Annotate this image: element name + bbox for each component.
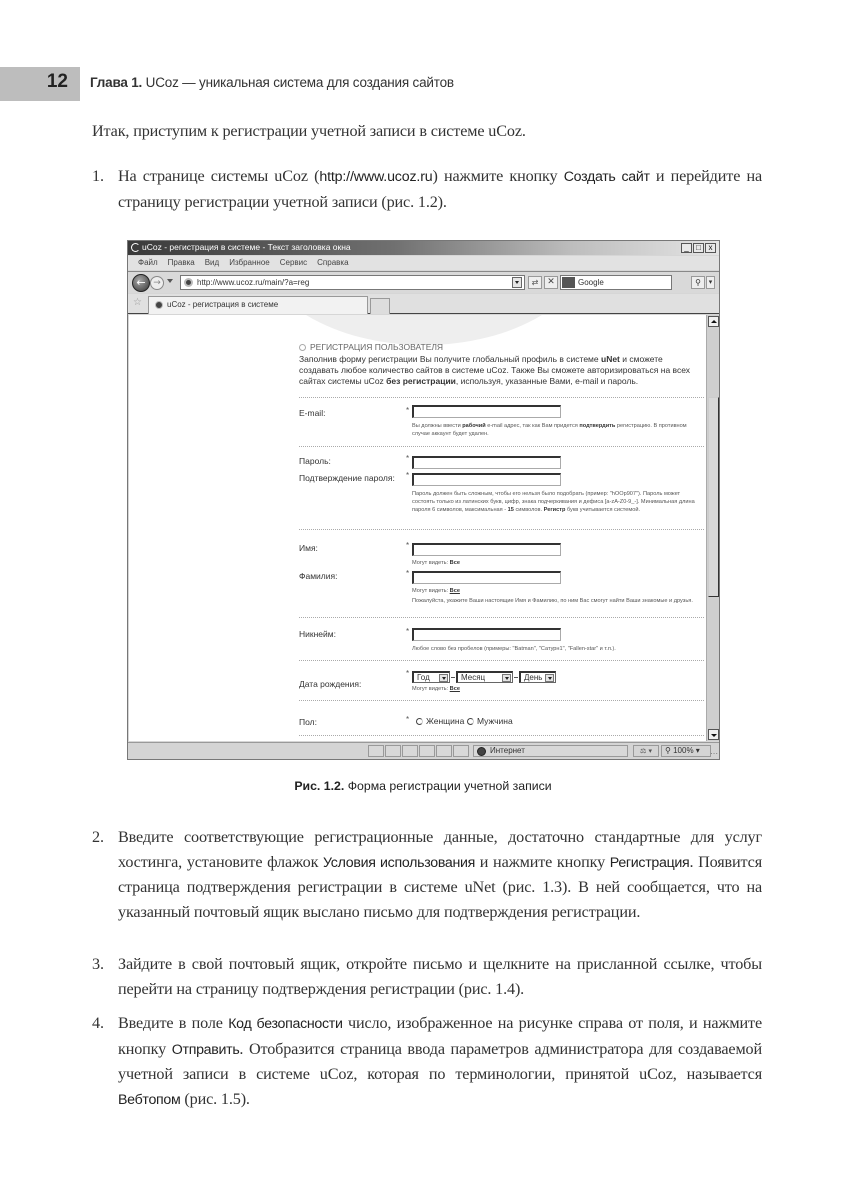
menu-tools[interactable]: Сервис xyxy=(279,258,308,267)
site-favicon-icon xyxy=(155,301,163,309)
status-cell xyxy=(402,745,418,757)
visibility-value[interactable]: Все xyxy=(449,560,460,566)
step-number: 4. xyxy=(92,1014,104,1032)
refresh-icon[interactable]: ⇄ xyxy=(528,276,542,289)
back-arrow-icon[interactable]: ← xyxy=(132,274,150,292)
security-zone[interactable] xyxy=(473,745,628,757)
ui-term-register: Регистрация xyxy=(609,854,690,871)
help-text: Пароль должен быть сложным, чтобы его нельзя было подобрать (пример: "hOOp907"). Пароль может состоять только из латинских букв, цифр, знака подчеркивания и дефиса [a-zA-Z0-9_-]. Минимальная длина пароля 6 символов, максимальная - xyxy=(412,491,695,513)
divider xyxy=(299,397,704,398)
required-mark: * xyxy=(406,454,410,463)
step-3 xyxy=(92,952,762,1001)
chapter-label: Глава 1. xyxy=(90,75,143,90)
step-number: 2. xyxy=(92,828,104,846)
radio-label: Мужчина xyxy=(477,716,513,726)
title-bar xyxy=(128,241,719,255)
divider xyxy=(299,446,704,447)
ie-logo-icon xyxy=(131,243,140,252)
chevron-down-icon xyxy=(502,674,511,682)
status-cell xyxy=(453,745,469,757)
bullet-icon xyxy=(299,344,306,351)
ui-term-webtop: Вебтопом xyxy=(118,1091,181,1108)
help-text: Вы должны ввести xyxy=(412,423,463,429)
step-text: и нажмите кнопку xyxy=(475,852,610,871)
divider xyxy=(299,660,704,661)
password-field[interactable] xyxy=(412,456,561,469)
radio-icon xyxy=(416,718,423,725)
ui-term-security-code: Код безопасности xyxy=(228,1016,343,1032)
status-cell xyxy=(368,745,384,757)
status-cell xyxy=(385,745,401,757)
select-value: Месяц xyxy=(461,673,486,682)
required-mark: * xyxy=(406,406,410,415)
intro-bold: uNet xyxy=(601,354,620,364)
caption-label: Рис. 1.2. xyxy=(294,779,345,793)
zone-label: Интернет xyxy=(490,746,525,755)
tab-bar xyxy=(128,294,719,314)
forward-arrow-icon[interactable]: → xyxy=(150,276,164,290)
birth-year-select[interactable] xyxy=(412,671,450,683)
radio-label: Женщина xyxy=(426,716,465,726)
step-text: число, изображенное на рисунке справа от поля, и нажмите кнопку xyxy=(118,1014,763,1058)
divider xyxy=(299,617,704,618)
help-bold: Регистр xyxy=(543,507,566,513)
radio-icon xyxy=(467,718,474,725)
search-options-icon[interactable]: ▾ xyxy=(706,276,715,289)
password-confirm-label: Подтверждение пароля: xyxy=(299,473,395,483)
select-value: День xyxy=(524,673,543,682)
minimize-button[interactable]: _ xyxy=(681,243,692,253)
intro-bold: без регистрации xyxy=(386,376,456,386)
tab-title: uCoz - регистрация в системе xyxy=(167,300,279,309)
menu-edit[interactable]: Правка xyxy=(167,258,195,267)
chevron-down-icon xyxy=(439,674,448,682)
form-heading-text: РЕГИСТРАЦИЯ ПОЛЬЗОВАТЕЛЯ xyxy=(310,342,444,352)
step-text: и перейдите на страницу регистрации учетной записи (рис. 1.2). xyxy=(118,167,762,211)
visibility-link[interactable]: Все xyxy=(449,588,460,594)
tab-active[interactable] xyxy=(148,296,368,314)
required-mark: * xyxy=(406,627,410,636)
address-text[interactable]: http://www.ucoz.ru/main/?a=reg xyxy=(197,278,310,287)
browser-window xyxy=(127,240,720,760)
magnifier-icon[interactable]: ⚲ xyxy=(691,276,705,289)
nickname-label: Никнейм: xyxy=(299,629,336,639)
search-provider-label: Google xyxy=(578,278,604,287)
date-separator xyxy=(514,677,518,678)
step-4 xyxy=(92,1011,762,1112)
first-name-label: Имя: xyxy=(299,543,318,553)
visibility-label: Могут видеть: xyxy=(412,560,449,566)
step-text: Введите соответствующие регистрационные данные, достаточно стандартные для услуг хостинга, установите флажок xyxy=(118,828,762,871)
visibility-link[interactable]: Все xyxy=(449,686,460,692)
birthdate-label: Дата рождения: xyxy=(299,679,362,689)
intro-paragraph: Итак, приступим к регистрации учетной записи в системе uCoz. xyxy=(92,122,526,140)
visibility-label: Могут видеть: xyxy=(412,588,449,594)
birth-day-select[interactable] xyxy=(519,671,556,683)
step-number: 1. xyxy=(92,167,104,185)
nickname-help: Любое слово без пробелов (примеры: "Batman", "Сатурн1", "Fallen-star" и т.п.). xyxy=(412,646,616,652)
menu-favorites[interactable]: Избранное xyxy=(229,258,270,267)
star-icon[interactable]: ☆ xyxy=(133,297,142,308)
help-text: символов. xyxy=(513,507,544,513)
gender-male-radio[interactable] xyxy=(467,716,513,726)
form-heading xyxy=(299,342,443,352)
step-text: ) нажмите кнопку xyxy=(432,167,564,185)
first-name-field[interactable] xyxy=(412,543,561,556)
page-viewport xyxy=(129,315,706,741)
caption-text: Форма регистрации учетной записи xyxy=(347,779,552,793)
gender-label: Пол: xyxy=(299,717,317,727)
ui-term-send: Отправить xyxy=(171,1041,240,1058)
birthdate-visibility xyxy=(412,685,697,693)
required-mark: * xyxy=(406,715,410,724)
visibility-label: Могут видеть: xyxy=(412,686,449,692)
name-help: Пожалуйста, укажите Ваши настоящие Имя и Фамилию, по ним Вас смогут найти Ваши знакомые и друзья. xyxy=(412,598,693,604)
page-number: 12 xyxy=(46,71,68,92)
globe-icon xyxy=(477,747,486,756)
zoom-level: 100% xyxy=(673,746,694,755)
site-favicon-icon xyxy=(184,278,193,287)
last-name-visibility xyxy=(412,587,697,595)
divider xyxy=(299,700,704,701)
address-bar[interactable] xyxy=(180,275,525,290)
help-bold: подтвердить xyxy=(579,423,616,429)
intro-text: Заполнив форму регистрации Вы получите глобальный профиль в системе xyxy=(299,354,601,364)
first-name-visibility xyxy=(412,559,697,567)
window-title: uCoz - регистрация в системе - Текст заголовка окна xyxy=(142,242,351,252)
password-help xyxy=(412,490,697,514)
help-text: регистрацию. В противном случае аккаунт будет удален. xyxy=(412,423,687,437)
last-name-field[interactable] xyxy=(412,571,561,584)
email-field[interactable] xyxy=(412,405,561,418)
divider xyxy=(299,529,704,530)
resize-grip-icon[interactable]: ⋯ xyxy=(710,749,718,758)
page-number-box xyxy=(0,67,80,101)
stop-icon[interactable]: ✕ xyxy=(544,276,558,289)
step-2 xyxy=(92,825,762,924)
window-controls xyxy=(681,243,716,253)
required-mark: * xyxy=(406,669,410,678)
birth-month-select[interactable] xyxy=(456,671,513,683)
email-help xyxy=(412,422,697,438)
form-intro xyxy=(299,354,704,387)
step-1 xyxy=(92,164,762,214)
gender-female-radio[interactable] xyxy=(416,716,464,726)
navigation-bar xyxy=(128,271,719,293)
ucoz-link[interactable]: http://www.ucoz.ru xyxy=(319,169,433,185)
scroll-down-arrow-icon[interactable] xyxy=(708,729,719,740)
zoom-control[interactable]: ⚲ 100% ▾ xyxy=(661,745,711,757)
step-text: На странице системы uCoz ( xyxy=(118,167,320,185)
ui-term-terms-of-use: Условия использования xyxy=(323,854,476,871)
help-bold: рабочий xyxy=(462,423,486,429)
password-confirm-field[interactable] xyxy=(412,473,561,486)
step-text: Введите в поле xyxy=(118,1014,229,1032)
help-bold: 15 xyxy=(507,507,514,513)
figure-caption xyxy=(0,779,841,793)
maximize-button[interactable]: □ xyxy=(693,243,704,253)
status-cell xyxy=(436,745,452,757)
divider xyxy=(299,735,704,736)
intro-text: и сможете создавать любое количество сайтов в системе uCoz. Также Вы сможете авторизироваться на всех сайтах системы uCoz xyxy=(299,354,690,386)
required-mark: * xyxy=(406,471,410,480)
help-text: букв учитывается системой. xyxy=(565,507,641,513)
last-name-label: Фамилия: xyxy=(299,571,338,581)
address-dropdown-icon[interactable] xyxy=(512,277,522,288)
background-decoration xyxy=(259,315,589,345)
menu-view[interactable]: Вид xyxy=(204,258,220,267)
chapter-title: UCoz — уникальная система для создания сайтов xyxy=(145,75,454,90)
protected-mode-icon[interactable]: ⚖ ▾ xyxy=(633,745,659,757)
close-button[interactable]: x xyxy=(705,243,716,253)
status-cell xyxy=(419,745,435,757)
status-cells xyxy=(368,745,469,757)
search-input[interactable] xyxy=(560,275,672,290)
password-label: Пароль: xyxy=(299,456,331,466)
help-text: e-mail адрес, так как Вам придется xyxy=(485,423,580,429)
required-mark: * xyxy=(406,569,410,578)
required-mark: * xyxy=(406,541,410,550)
intro-text: , используя, указанные Вами, e-mail и пароль. xyxy=(455,376,639,386)
ui-term-create-site: Создать сайт xyxy=(563,169,650,185)
step-text: . Появится страница подтверждения регистрации в системе uNet (рис. 1.3). В ней сообщается, что на указанный почтовый ящик выслано письмо для подтверждения регистрации. xyxy=(118,852,763,921)
menu-help[interactable]: Справка xyxy=(317,258,349,267)
new-tab-button[interactable] xyxy=(370,298,390,314)
email-label: E-mail: xyxy=(299,408,326,418)
scroll-thumb[interactable] xyxy=(708,397,719,597)
step-number: 3. xyxy=(92,955,104,973)
menu-bar xyxy=(128,256,719,270)
scroll-up-arrow-icon[interactable] xyxy=(708,316,719,327)
status-bar xyxy=(128,742,719,759)
running-head xyxy=(90,75,454,90)
search-provider-icon xyxy=(562,277,575,288)
recent-pages-dropdown-icon[interactable] xyxy=(167,279,173,283)
select-value: Год xyxy=(417,673,430,682)
chevron-down-icon xyxy=(545,674,554,682)
menu-file[interactable]: Файл xyxy=(138,258,158,267)
step-text: (рис. 1.5). xyxy=(180,1089,250,1108)
step-text: . Отобразится страница ввода параметров администратора для создаваемой учетной записи в системе uCoz, которая по терминологии, принятой uCoz, называется xyxy=(118,1039,762,1083)
nickname-field[interactable] xyxy=(412,628,561,641)
date-separator xyxy=(451,677,455,678)
step-text: Зайдите в свой почтовый ящик, откройте письмо и щелкните на присланной ссылке, чтобы перейти на страницу подтверждения регистрации (рис. 1.4). xyxy=(118,955,762,998)
vertical-scrollbar[interactable] xyxy=(706,315,719,741)
